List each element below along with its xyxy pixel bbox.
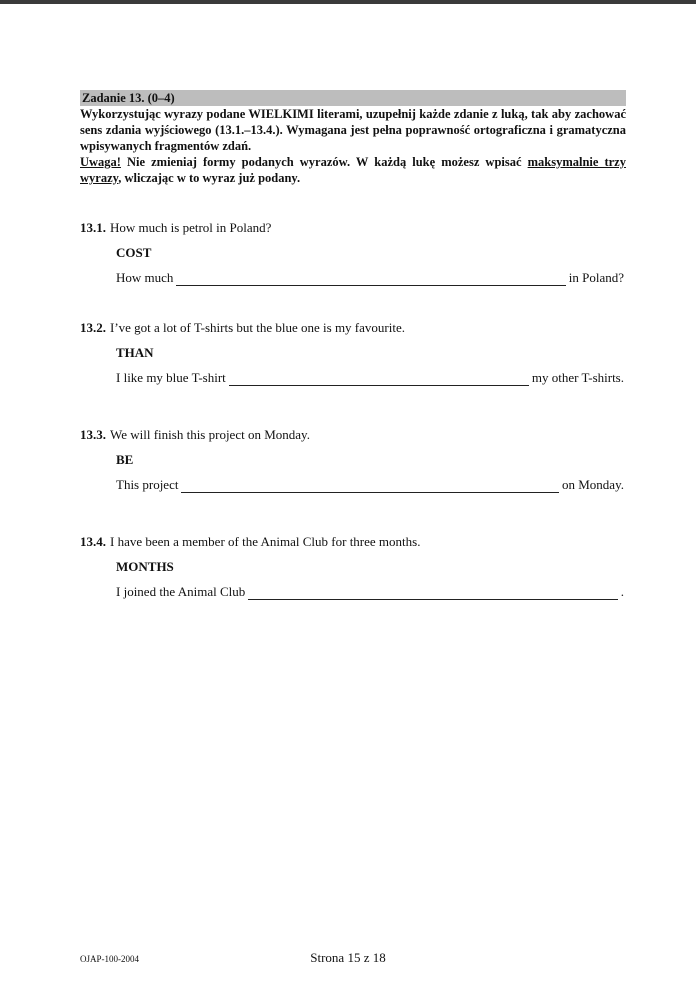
exam-code: OJAP-100-2004	[80, 954, 140, 964]
page-number: Strona 15 z 18	[310, 950, 386, 965]
question-text: We will finish this project on Monday.	[110, 427, 310, 442]
question-text: I have been a member of the Animal Club for three months.	[110, 534, 421, 549]
answer-gap[interactable]	[248, 587, 617, 600]
sentence-prefix: I like my blue T-shirt	[116, 370, 226, 385]
item-number: 13.2.	[80, 320, 106, 335]
answer-gap[interactable]	[181, 480, 559, 493]
sentence-prefix: I joined the Animal Club	[116, 584, 246, 599]
task-title: Zadanie 13. (0–4)	[80, 90, 626, 106]
instruction-paragraph-2	[80, 154, 626, 186]
task-instructions	[80, 106, 626, 186]
sentence-prefix: This project	[116, 477, 179, 492]
item-question	[80, 320, 405, 336]
item-number: 13.1.	[80, 220, 106, 235]
sentence-suffix: on Monday.	[562, 477, 624, 492]
keyword: MONTHS	[116, 559, 174, 574]
item-question	[80, 534, 420, 550]
instruction-text-a: Nie zmieniaj formy podanych wyrazów. W każdą lukę możesz wpisać	[120, 155, 528, 169]
keyword: THAN	[116, 345, 154, 360]
item-question	[80, 427, 310, 443]
instruction-paragraph-1: Wykorzystując wyrazy podane WIELKIMI literami, uzupełnij każde zdanie z luką, tak aby zachować sens zdania wyjściowego (13.1.–13.4.). Wymagana jest pełna poprawność ortograficzna i gramatyczna wpisywanych fragmentów zdań.	[80, 107, 626, 153]
sentence-prefix: How much	[116, 270, 174, 285]
answer-sentence	[116, 370, 624, 386]
sentence-suffix: in Poland?	[568, 270, 624, 285]
sentence-suffix: .	[620, 584, 624, 599]
item-question	[80, 220, 271, 236]
item-number: 13.4.	[80, 534, 106, 549]
warning-label: Uwaga!	[80, 155, 121, 169]
question-text: How much is petrol in Poland?	[110, 220, 272, 235]
answer-sentence	[116, 477, 624, 493]
keyword: COST	[116, 245, 152, 260]
item-number: 13.3.	[80, 427, 106, 442]
answer-gap[interactable]	[229, 373, 529, 386]
answer-sentence	[116, 584, 624, 600]
answer-sentence	[116, 270, 624, 286]
max-words-phrase: maksymalnie trzy wyrazy	[80, 155, 626, 185]
question-text: I’ve got a lot of T-shirts but the blue one is my favourite.	[110, 320, 405, 335]
answer-gap[interactable]	[176, 273, 565, 286]
sentence-suffix: my other T-shirts.	[531, 370, 624, 385]
keyword: BE	[116, 452, 134, 467]
instruction-text-c: , wliczając w to wyraz już podany.	[118, 171, 301, 185]
top-border	[0, 0, 696, 4]
